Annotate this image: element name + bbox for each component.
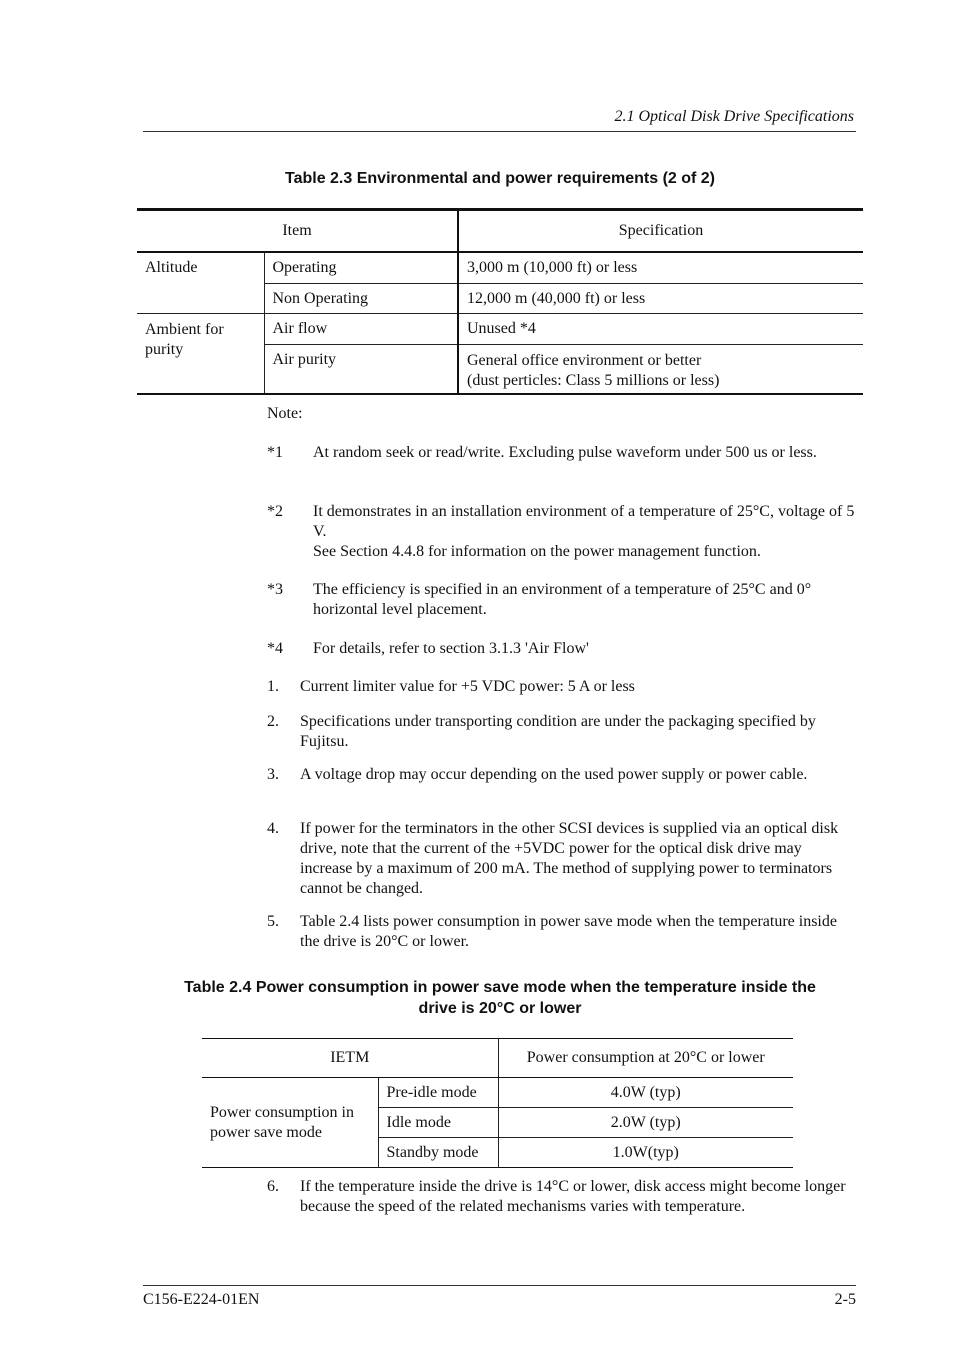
row-value: 2.0W (typ): [498, 1108, 793, 1138]
note-number: 5.: [267, 913, 279, 930]
spec-line: (dust perticles: Class 5 millions or less): [467, 371, 720, 389]
footnote: [267, 443, 857, 463]
note-text: If the temperature inside the drive is 14°C or lower, disk access might become longer because the speed of the related mechanisms varies with temperature.: [300, 1178, 846, 1215]
row-item: Operating: [264, 252, 458, 283]
document-id: C156-E224-01EN: [143, 1291, 260, 1308]
footnote-text: It demonstrates in an installation environment of a temperature of 25°C, voltage of 5 V.: [313, 503, 855, 540]
note-text: Specifications under transporting condition are under the packaging specified by Fujitsu.: [300, 713, 816, 750]
note-number: 3.: [267, 766, 279, 783]
footnote-mark: *3: [267, 581, 283, 598]
column-header-power: Power consumption at 20°C or lower: [498, 1039, 793, 1078]
row-spec: 3,000 m (10,000 ft) or less: [458, 252, 863, 283]
numbered-note: [267, 912, 857, 952]
row-group-label: Ambient for purity: [137, 313, 264, 394]
row-item: Non Operating: [264, 283, 458, 313]
row-group-label: Power consumption in power save mode: [202, 1078, 378, 1168]
table-2-3: [137, 208, 863, 395]
table-header-row: [137, 210, 863, 253]
running-header: 2.1 Optical Disk Drive Specifications: [614, 108, 854, 125]
row-spec: Unused *4: [458, 313, 863, 344]
footnote: [267, 580, 857, 620]
numbered-note: [267, 712, 857, 752]
note-number: 4.: [267, 820, 279, 837]
note-number: 2.: [267, 713, 279, 730]
note-number: 6.: [267, 1178, 279, 1195]
footnote-text: For details, refer to section 3.1.3 'Air Flow': [313, 640, 589, 657]
footer-rule: [143, 1285, 856, 1286]
table-row: [202, 1078, 793, 1108]
note-text: Table 2.4 lists power consumption in power save mode when the temperature inside the drive is 20°C or lower.: [300, 913, 837, 950]
page-number: 2-5: [834, 1291, 856, 1308]
table-row: [137, 313, 863, 344]
footnote-mark: *1: [267, 444, 283, 461]
caption-line: drive is 20°C or lower: [418, 1000, 582, 1017]
table-row: [137, 252, 863, 283]
row-item: Air purity: [264, 344, 458, 394]
footnote: [267, 502, 857, 562]
footnote-text: At random seek or read/write. Excluding pulse waveform under 500 us or less.: [313, 444, 817, 461]
spec-line: General office environment or better: [467, 351, 702, 369]
footnote-mark: *4: [267, 640, 283, 657]
note-number: 1.: [267, 678, 279, 695]
numbered-note: [267, 1177, 857, 1217]
row-spec: [458, 344, 863, 394]
numbered-note: [267, 819, 857, 899]
table-2-4-caption: [140, 977, 860, 1019]
footnote: [267, 639, 857, 659]
footnote-mark: *2: [267, 503, 283, 520]
row-value: 1.0W(typ): [498, 1138, 793, 1168]
caption-line: Table 2.4 Power consumption in power save mode when the temperature inside the: [184, 979, 816, 996]
note-text: If power for the terminators in the other SCSI devices is supplied via an optical disk drive, note that the current of the +5VDC power for the optical disk drive may increase by a maximum of 200 mA. The method of supplying power to terminators cannot be changed.: [300, 820, 839, 897]
row-mode: Idle mode: [378, 1108, 498, 1138]
row-value: 4.0W (typ): [498, 1078, 793, 1108]
row-mode: Pre-idle mode: [378, 1078, 498, 1108]
row-item: Air flow: [264, 313, 458, 344]
footnote-text: The efficiency is specified in an environment of a temperature of 25°C and 0° horizontal level placement.: [313, 581, 812, 618]
column-header-specification: Specification: [458, 210, 863, 253]
numbered-note: [267, 677, 857, 697]
note-label: Note:: [267, 405, 303, 422]
table-2-3-caption: Table 2.3 Environmental and power requirements (2 of 2): [284, 170, 716, 187]
footnote-text: See Section 4.4.8 for information on the power management function.: [313, 543, 761, 560]
note-text: A voltage drop may occur depending on the used power supply or power cable.: [300, 766, 808, 783]
table-2-4: [202, 1038, 793, 1168]
column-header-item: IETM: [202, 1039, 498, 1078]
note-text: Current limiter value for +5 VDC power: 5 A or less: [300, 678, 635, 695]
row-mode: Standby mode: [378, 1138, 498, 1168]
header-rule: [143, 131, 856, 132]
table-header-row: [202, 1039, 793, 1078]
row-group-label: Altitude: [137, 252, 264, 313]
numbered-note: [267, 765, 857, 785]
column-header-item: Item: [137, 210, 458, 253]
row-spec: 12,000 m (40,000 ft) or less: [458, 283, 863, 313]
